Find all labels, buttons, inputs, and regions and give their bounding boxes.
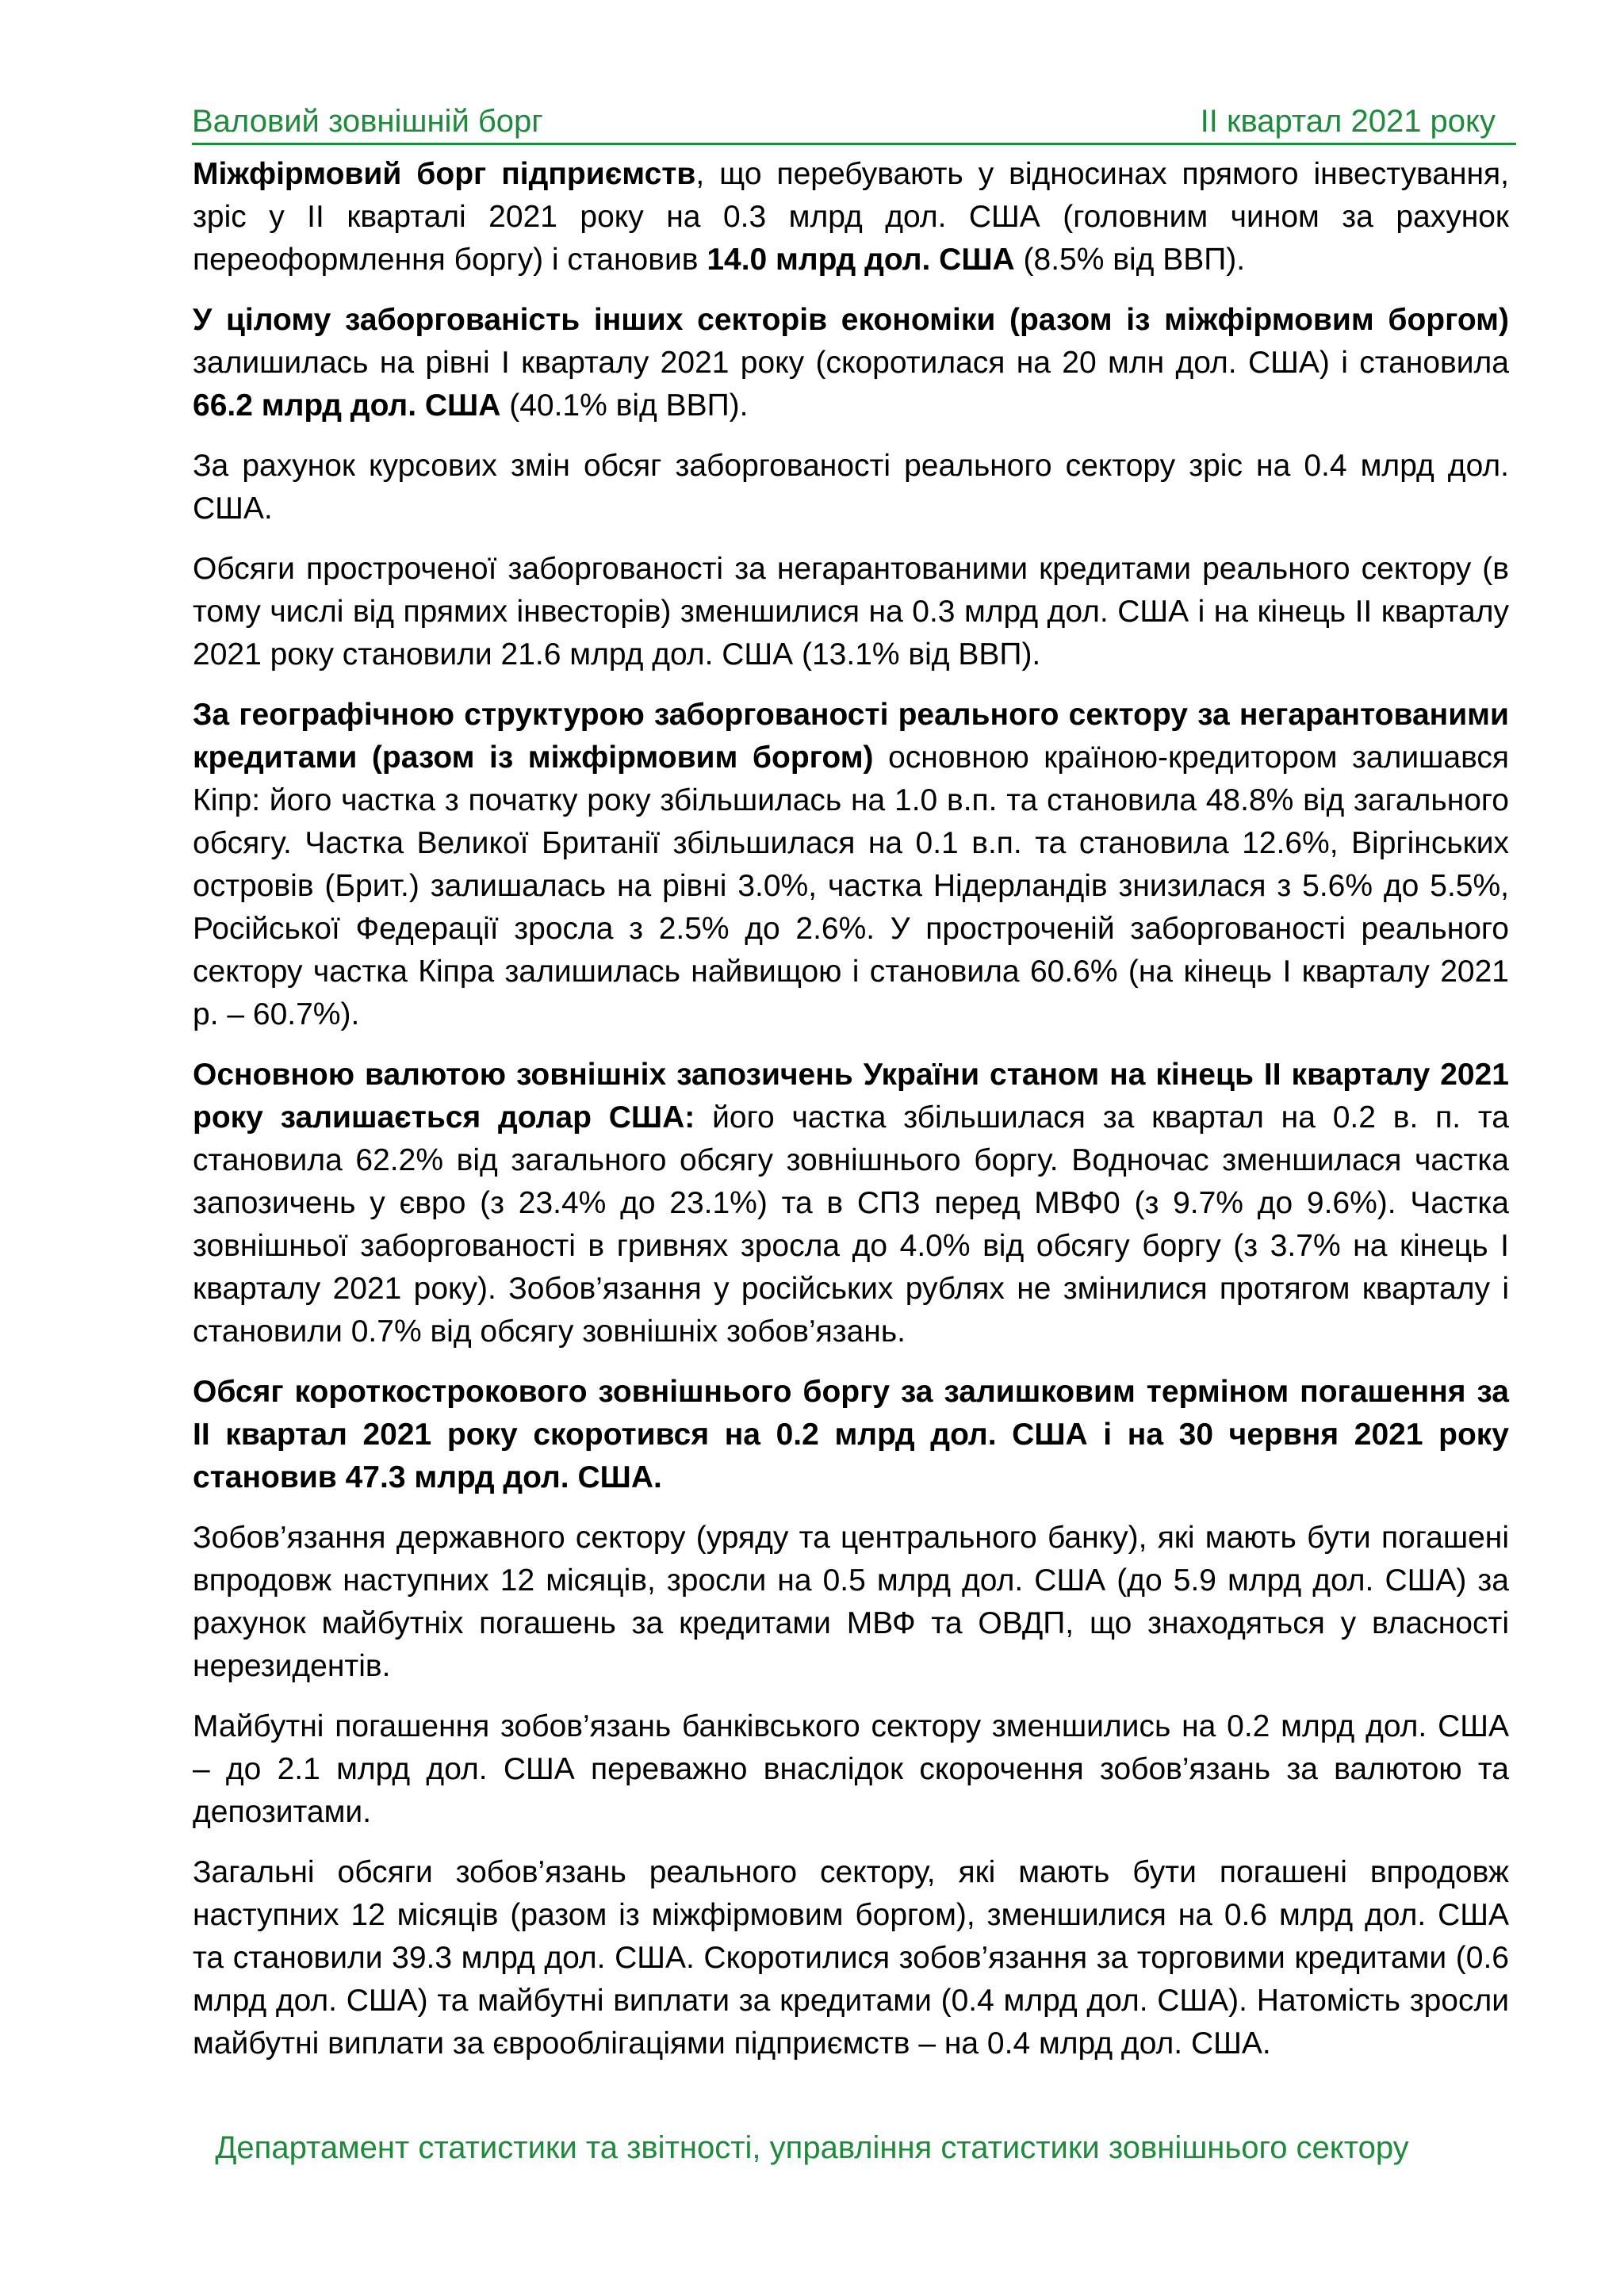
bold-value: 14.0 млрд дол. США [707, 243, 1015, 277]
paragraph-text: залишилась на рівні I кварталу 2021 року (скоротилася на 20 млн дол. США) і становила [193, 346, 1509, 380]
bold-lead: Обсяг короткострокового зовнішнього боргу за залишковим терміном погашення за II квартал 2021 року скоротився на 0.2 млрд дол. США і на 30 червня 2021 року становив 47.3 млрд дол. США. [193, 1375, 1509, 1494]
bold-lead: Основною валютою зовнішніх запозичень України станом на кінець II кварталу 2021 року залишається долар США: [193, 1058, 1509, 1135]
header-title: Валовий зовнішній борг [192, 104, 543, 139]
page-footer: Департамент статистики та звітності, управління статистики зовнішнього сектору [215, 2130, 1409, 2165]
paragraph-currency-structure [193, 1054, 1509, 1353]
bold-lead: Міжфірмовий борг підприємств [193, 157, 696, 191]
document-body [193, 153, 1509, 2083]
paragraph-text: Зобов’язання державного сектору (уряду та центрального банку), які мають бути погашені впродовж наступних 12 місяців, зросли на 0.5 млрд дол. США (до 5.9 млрд дол. США) за рахунок майбутніх погашень за кредитами МВФ та ОВДП, що знаходяться у власності нерезидентів. [193, 1521, 1509, 1683]
paragraph-text: Загальні обсяги зобов’язань реального сектору, які мають бути погашені впродовж наступних 12 місяців (разом із міжфірмовим боргом), зменшилися на 0.6 млрд дол. США та становили 39.3 млрд дол. США. Скоротилися зобов’язання за торговими кредитами (0.6 млрд дол. США) та майбутні виплати за кредитами (0.4 млрд дол. США). Натомість зросли майбутні виплати за єврооблігаціями підприємств – на 0.4 млрд дол. США. [193, 1855, 1509, 2061]
paragraph-text: За рахунок курсових змін обсяг заборгованості реального сектору зріс на 0.4 млрд дол. США. [193, 449, 1509, 526]
paragraph-short-term-debt [193, 1371, 1509, 1499]
paragraph-public-sector [193, 1517, 1509, 1688]
bold-value: 66.2 млрд дол. США [193, 388, 501, 423]
paragraph-interfirm-debt [193, 153, 1509, 281]
paragraph-text: його частка збільшилася за квартал на 0.2 в. п. та становила 62.2% від загального обсягу зовнішнього боргу. Водночас зменшилася частка запозичень у євро (з 23.4% до 23.1%) та в СПЗ перед МВФ0 (з 9.7% до 9.6%). Частка зовнішньої заборгованості в гривнях зросла до 4.0% від обсягу боргу (з 3.7% на кінець I кварталу 2021 року). Зобов’язання у російських рублях не змінилися протягом кварталу і становили 0.7% від обсягу зовнішніх зобов’язань. [193, 1100, 1509, 1349]
paragraph-text: основною країною-кредитором залишався Кіпр: його частка з початку року збільшилась на 1.0 в.п. та становила 48.8% від загального обсягу. Частка Великої Британії збільшилася на 0.1 в.п. та становила 12.6%, Віргінських островів (Брит.) залишалась на рівні 3.0%, частка Нідерландів знизилася з 5.6% до 5.5%, Російської Федерації зросла з 2.5% до 2.6%. У простроченій заборгованості реального сектору частка Кіпра залишилась найвищою і становила 60.6% (на кінець I кварталу 2021 р. – 60.7%). [193, 740, 1509, 1031]
paragraph-geographic-structure [193, 694, 1509, 1036]
bold-lead: За географічною структурою заборгованості реального сектору за негарантованими кредитами (разом із міжфірмовим боргом) [193, 698, 1509, 775]
paragraph-text: (8.5% від ВВП). [1014, 243, 1246, 277]
paragraph-banking-sector [193, 1705, 1509, 1834]
paragraph-text: Майбутні погашення зобов’язань банківського сектору зменшились на 0.2 млрд дол. США – до 2.1 млрд дол. США переважно внаслідок скорочення зобов’язань за валютою та депозитами. [193, 1709, 1509, 1829]
paragraph-text: Обсяги простроченої заборгованості за негарантованими кредитами реального сектору (в тому числі від прямих інвесторів) зменшилися на 0.3 млрд дол. США і на кінець II кварталу 2021 року становили 21.6 млрд дол. США (13.1% від ВВП). [193, 552, 1509, 672]
paragraph-overdue-debt [193, 548, 1509, 676]
header-period: II квартал 2021 року [1200, 104, 1496, 139]
paragraph-text: (40.1% від ВВП). [500, 388, 749, 423]
paragraph-real-sector [193, 1851, 1509, 2065]
paragraph-exchange-rate [193, 445, 1509, 530]
paragraph-other-sectors [193, 299, 1509, 427]
page-header [192, 100, 1516, 145]
paragraph-text: , що перебувають у відносинах прямого інвестування, зріс у II кварталі 2021 року на 0.3 млрд дол. США (головним чином за рахунок переоформлення боргу) і становив [193, 157, 1509, 277]
bold-lead: У цілому заборгованість інших секторів економіки (разом із міжфірмовим боргом) [193, 303, 1509, 337]
